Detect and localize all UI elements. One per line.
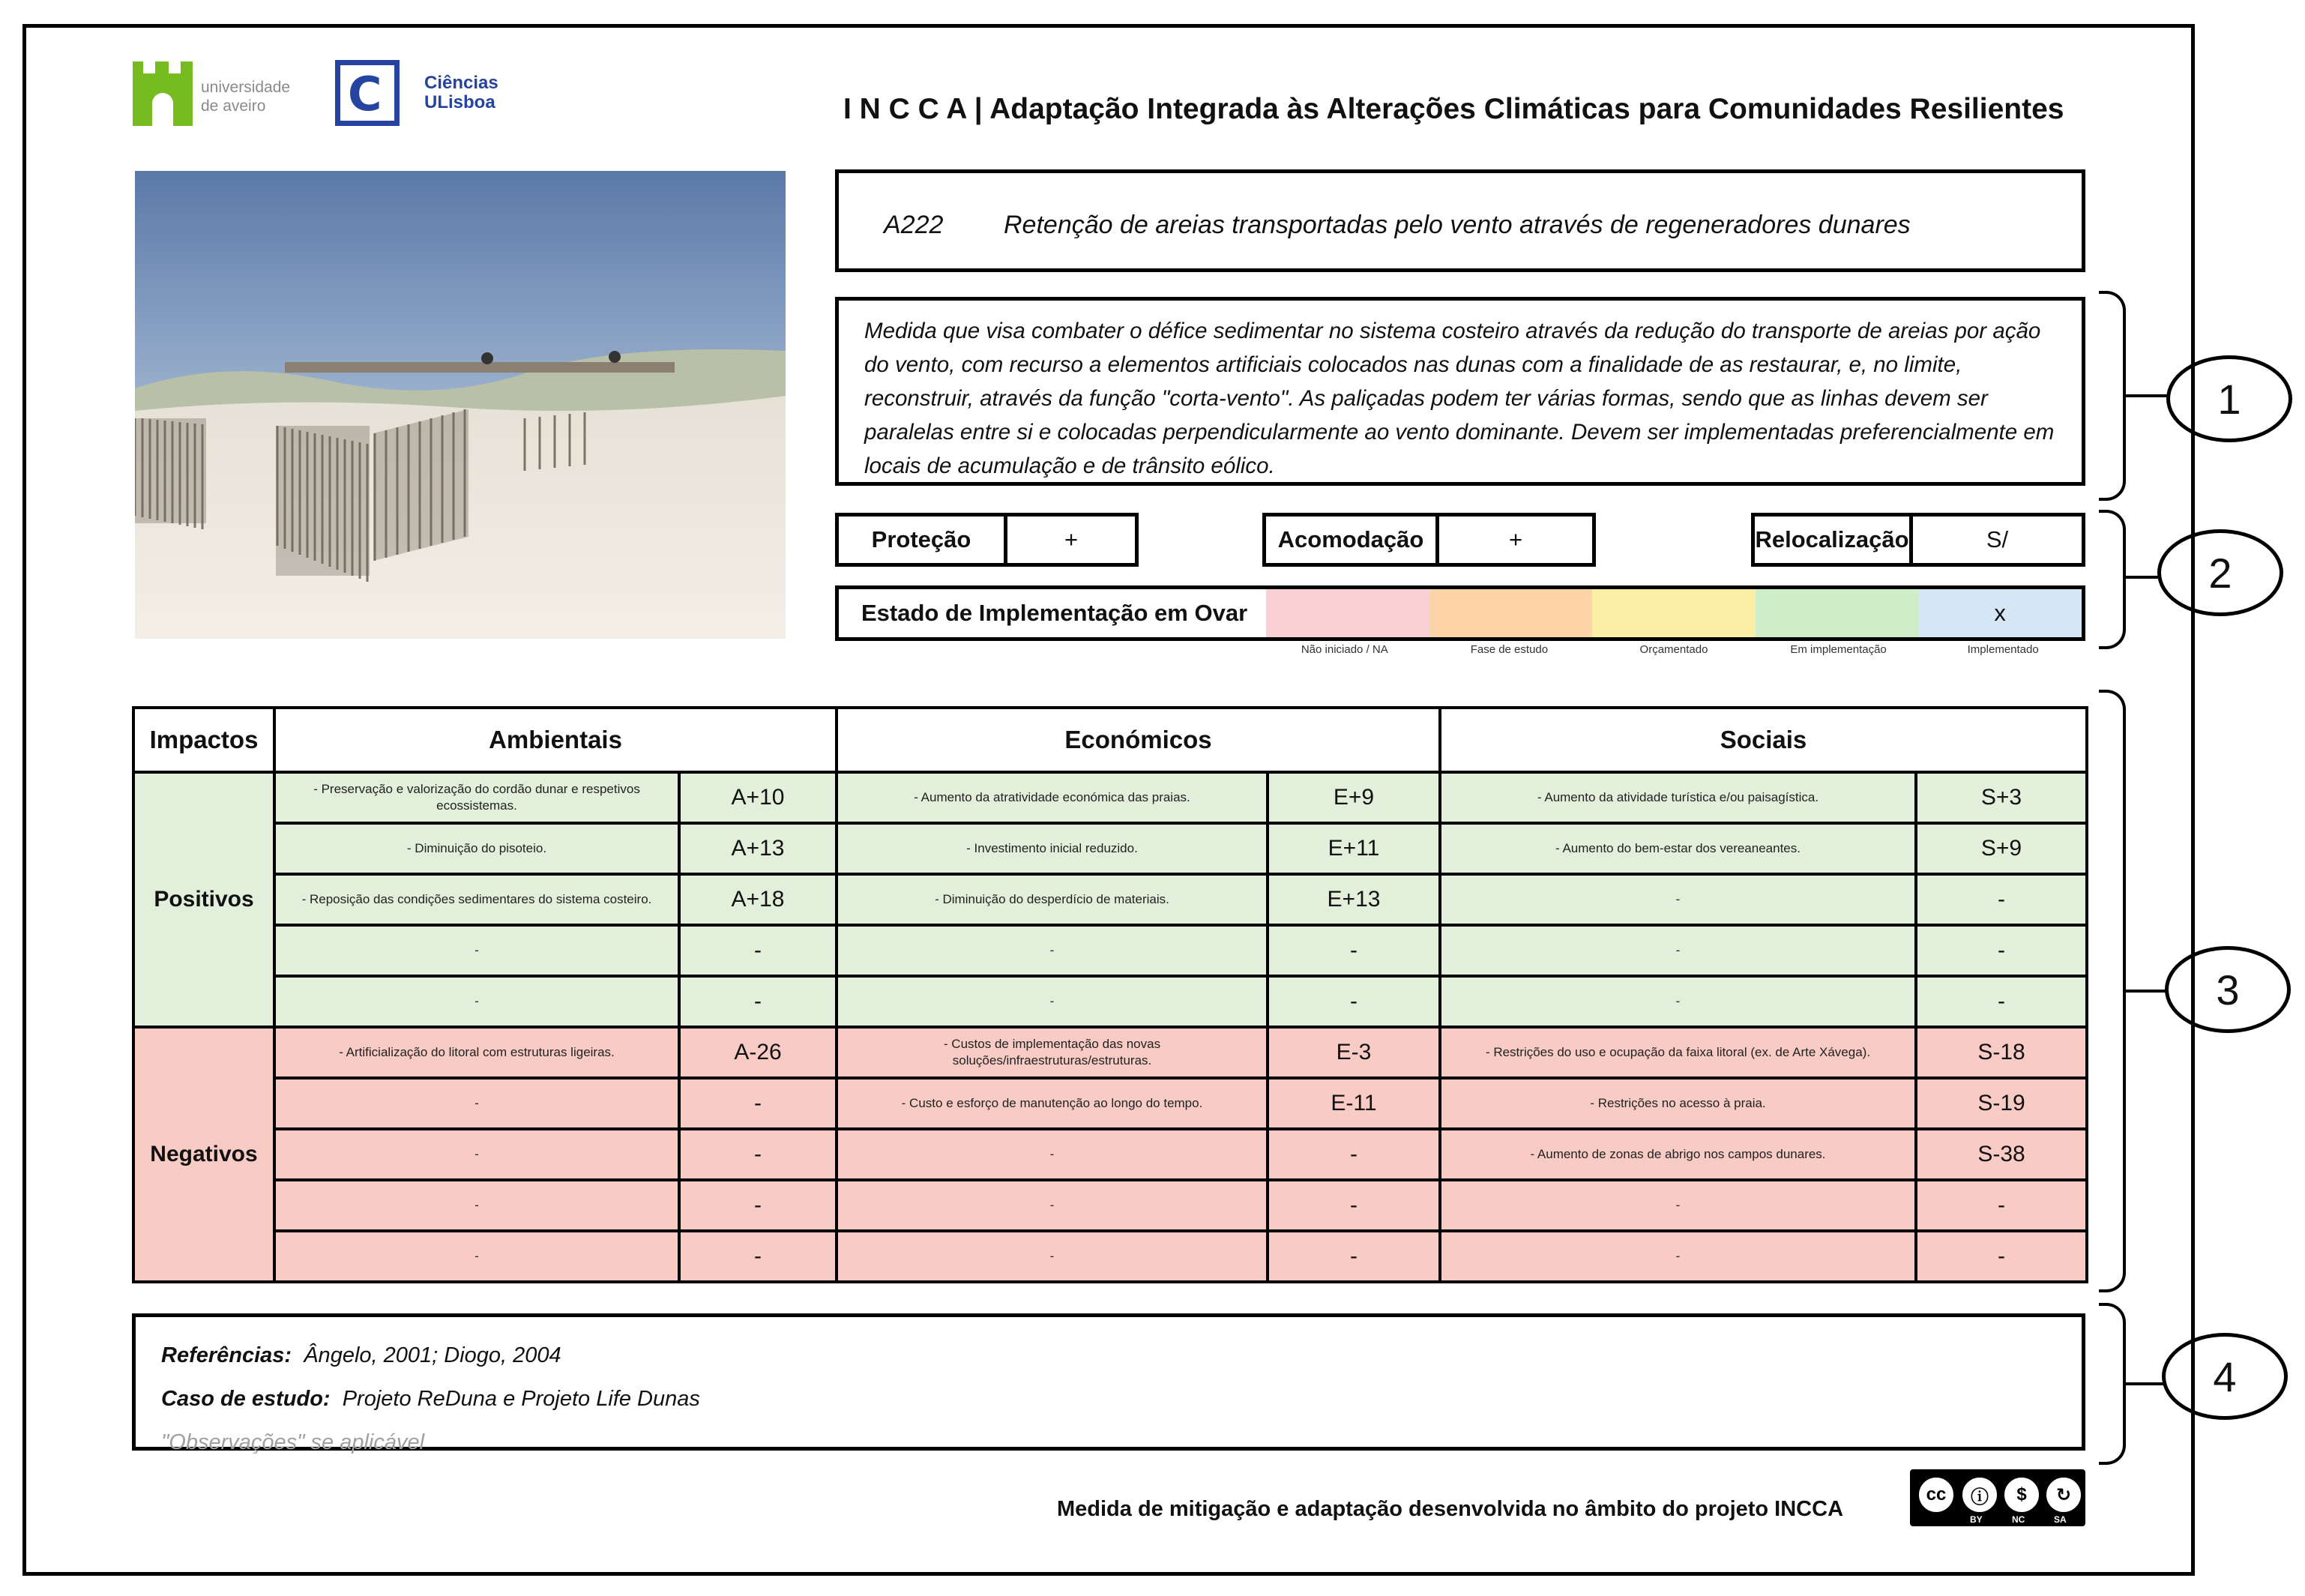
table-row: - - - - - - — [133, 1231, 2087, 1282]
header-economicos: Económicos — [837, 708, 1440, 772]
table-row: Negativos - Artificialização do litoral com estruturas ligeiras. A-26 - Custos de implementação das novas soluções/infraestruturas/estruturas. E-3 - Restrições do uso e ocupação da faixa litoral (ex. de Arte Xávega). S-18 — [133, 1027, 2087, 1078]
acomodacao-label: Acomodação — [1262, 513, 1439, 567]
university-aveiro-logo — [133, 61, 193, 126]
university-aveiro-logo-text: universidade de aveiro — [201, 79, 291, 115]
relocalizacao-label: Relocalização — [1751, 513, 1913, 567]
ciencias-ulisboa-logo: C — [335, 60, 400, 126]
measure-code-box — [835, 169, 2085, 272]
footer-text: Medida de mitigação e adaptação desenvolvida no âmbito do projeto INCCA — [1057, 1497, 1844, 1521]
section-number-1: 1 — [2166, 355, 2292, 442]
observations-placeholder: "Observações" se aplicável — [161, 1430, 425, 1454]
cc-sa-label: SA — [2054, 1514, 2067, 1525]
status-cell-nao-iniciado — [1266, 589, 1429, 637]
status-legend — [1262, 643, 2085, 661]
header-impactos: Impactos — [133, 708, 274, 772]
table-row: Positivos - Preservação e valorização do cordão dunar e respetivos ecossistemas. A+10 - Aumento da atratividade económica das praias. E+9 - Aumento da atividade turística e/ou paisagística. S+3 — [133, 772, 2087, 823]
measure-name: Retenção de areias transportadas pelo vento através de regeneradores dunares — [1004, 211, 1911, 239]
cc-nc-label: NC — [2012, 1514, 2025, 1525]
references-box — [132, 1313, 2085, 1454]
measure-description: Medida que visa combater o défice sedimentar no sistema costeiro através da redução do transporte de areias por ação do vento, com recurso a elementos artificiais colocados nas dunas com a finalidade de as restaurar, e, no limite, reconstruir, através da função "corta-vento". As paliçadas podem ter várias formas, sendo que as linhas devem ser paralelas entre si e colocadas perpendicularmente ao vento dominante. Devem ser implementadas preferencialmente em locais de acumulação e de trânsito eólico. — [835, 297, 2085, 486]
status-cell-implementado: x — [1918, 589, 2082, 637]
status-legend-item: Fase de estudo — [1470, 643, 1549, 656]
cc-by-icon: ⓘ — [1959, 1475, 2000, 1515]
table-row: - - - - - - — [133, 976, 2087, 1027]
document-title: I N C C A | Adaptação Integrada às Alterações Climáticas para Comunidades Resilientes — [843, 93, 2064, 125]
positivos-label: Positivos — [133, 772, 274, 1027]
case-study-value: Projeto ReDuna e Projeto Life Dunas — [342, 1387, 700, 1411]
section-number-4: 4 — [2162, 1333, 2288, 1420]
implementation-status-label: Estado de Implementação em Ovar — [861, 600, 1248, 626]
header-sociais: Sociais — [1440, 708, 2087, 772]
status-legend-item: Implementado — [1967, 643, 2039, 656]
case-study-label: Caso de estudo: — [161, 1387, 331, 1411]
section-number-2: 2 — [2157, 529, 2283, 616]
table-row: - - - - - - — [133, 1180, 2087, 1231]
negativos-label: Negativos — [133, 1027, 274, 1282]
table-row: - - - Custo e esforço de manutenção ao longo do tempo. E-11 - Restrições no acesso à praia. S-19 — [133, 1078, 2087, 1129]
status-cell-orcamentado — [1592, 589, 1756, 637]
section-bracket-1 — [2099, 291, 2126, 501]
section-bracket-3 — [2099, 690, 2126, 1292]
cc-icon: cc — [1916, 1475, 1956, 1515]
section-bracket-2 — [2099, 510, 2126, 649]
references-label: Referências: — [161, 1343, 292, 1367]
status-legend-item: Orçamentado — [1639, 643, 1708, 656]
header-ambientais: Ambientais — [274, 708, 837, 772]
acomodacao-value: + — [1435, 513, 1596, 567]
implementation-status-row — [835, 585, 2085, 641]
table-row: - - - - - - — [133, 925, 2087, 976]
protecao-value: + — [1004, 513, 1139, 567]
table-row: - Reposição das condições sedimentares do sistema costeiro. A+18 - Diminuição do desperdício de materiais. E+13 - - — [133, 874, 2087, 925]
dune-fence-photo — [135, 171, 786, 639]
status-legend-item: Em implementação — [1790, 643, 1887, 656]
impacts-table — [132, 706, 2088, 1283]
status-cell-fase-estudo — [1429, 589, 1593, 637]
status-cell-em-implementacao — [1756, 589, 1919, 637]
protecao-label: Proteção — [835, 513, 1007, 567]
table-row: - Diminuição do pisoteio. A+13 - Investimento inicial reduzido. E+11 - Aumento do bem-estar dos vereaneantes. S+9 — [133, 823, 2087, 874]
status-legend-item: Não iniciado / NA — [1301, 643, 1388, 656]
cc-sa-icon: ↻ — [2043, 1475, 2084, 1515]
references-value: Ângelo, 2001; Diogo, 2004 — [304, 1343, 561, 1367]
section-number-3: 3 — [2165, 946, 2291, 1033]
cc-nc-icon: $ — [2001, 1475, 2042, 1515]
creative-commons-badge — [1910, 1469, 2085, 1526]
section-bracket-4 — [2099, 1303, 2126, 1465]
relocalizacao-value: S/ — [1909, 513, 2085, 567]
measure-code: A222 — [884, 211, 944, 239]
cc-by-label: BY — [1970, 1514, 1983, 1525]
ciencias-ulisboa-logo-text: Ciências ULisboa — [424, 73, 498, 112]
table-row: - - - - - Aumento de zonas de abrigo nos campos dunares. S-38 — [133, 1129, 2087, 1180]
